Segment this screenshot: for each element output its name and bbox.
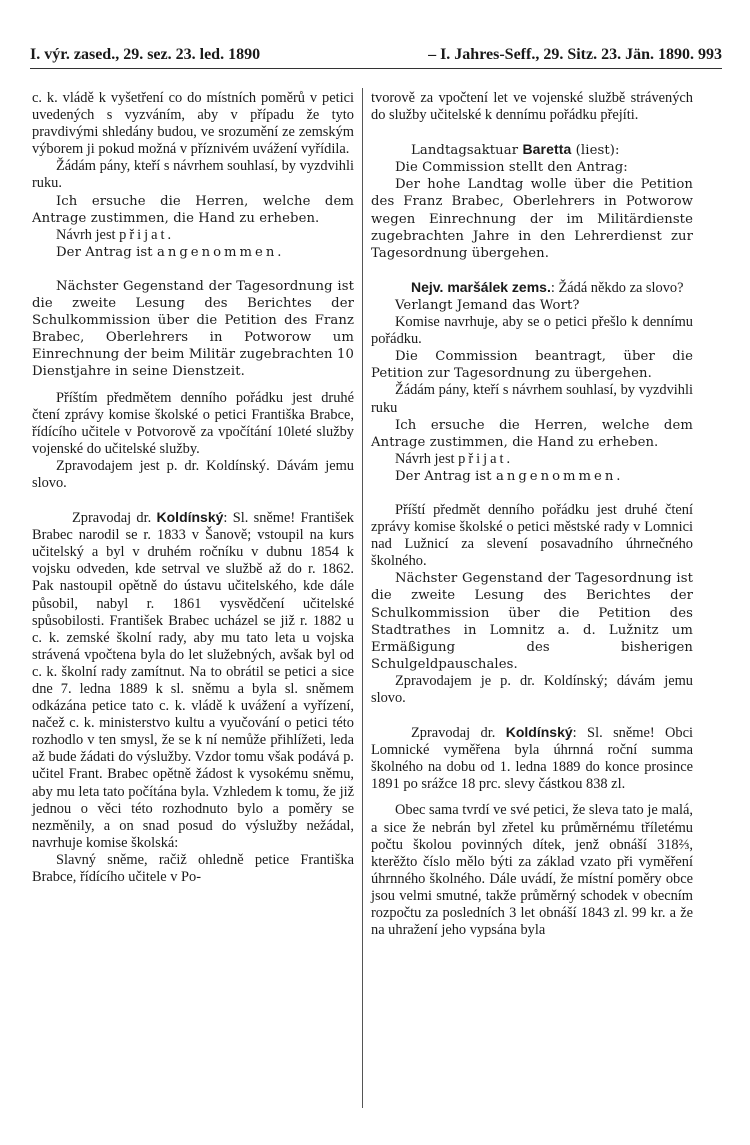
speech (371, 724, 693, 793)
speech-text: : Žádá někdo za slovo? (550, 279, 684, 296)
header-german-page-number: – I. Jahres-Seff., 29. Sitz. 23. Jän. 1890. 993 (428, 46, 722, 63)
paragraph-german: Nächster Gegenstand der Tagesordnung ist die zweite Lesung des Berichtes der Schulkommission über die Petition des Franz Brabec, Oberlehrers in Potworow um Einrechnung der beim Militär zugebrachten 10 Dienstjahre in seine Dienstzeit. (32, 278, 354, 380)
speaker-name: Nejv. maršálek zems. (411, 278, 551, 295)
left-column (32, 90, 354, 886)
right-column (371, 90, 693, 939)
paragraph: Žádám pány, kteří s návrhem souhlasí, by vyzdvihli ruku (371, 382, 693, 416)
speech-text: : Sl. sněme! Obci Lomnické vyměřena byla úhrnná roční summa školného na dobu od 1. ledna 1889 do konce prosince 1891 po srážce 18 prc. slevy částkou 838 zl. (371, 725, 694, 793)
result-text: Návrh jest (56, 226, 120, 243)
paragraph: Příštím předmětem denního pořádku jest druhé čtení zprávy komise školské o petici Františka Brabce, řídícího učitele v Potvorově za vpočítání 10leté služby vojenské do učitelské služby. (32, 389, 354, 457)
paragraph: Obec sama tvrdí ve své petici, že sleva tato je malá, a sice že nebrán byl zřetel ku průměrnému tříletému počtu školou povinných dítek, jenž obnáší 318⅔, kterěžto číslo mělo býti za základ vzato při vyměření úhrnného školného. Dále uvádí, že místní poměry obce jsou velmi smutné, takže průměrný schodek v obecním rozpočtu za posledních 3 let obnáší 1843 zl. 99 kr. a že na uhražení jeho vypsána byla (371, 802, 693, 939)
paragraph-german: Verlangt Jemand das Wort? (395, 297, 580, 313)
speech-text: (liest): (571, 143, 620, 159)
column-divider (362, 88, 363, 1108)
result-czech (371, 451, 693, 468)
result-word: angenommen. (495, 468, 624, 484)
page-header (30, 44, 722, 69)
speech-text: : Sl. sněme! František Brabec narodil se r. 1833 v Šanově; vstoupil na kurs učitelský a byl v druhém ročníku v dubnu 1854 k vojsku odveden, kde setrval ve službě až do r. 1862. Pak nastoupil opětně do ústavu učitelského, kde dále působil, nabyl r. 1861 vysvědčení učitelské spůsobilosti. František Brabec ucházel se již r. 1882 u c. k. zemské školní rady, aby mu tato leta u vojska strávená vpočtena byla do let služebných, avšak byl od c. k. školní rady zamítnut. Na to obrátil se petici a sice dne 7. ledna 1889 k sl. sněmu a byla sl. sněmem odkázána petice tato c. k. vládě k uvážení a vyřízení, načež c. k. ministerstvo kultu a vyučování o petici této rozhodlo v ten smysl, že se k ní nemůže přihlížeti, leda až bude žádati do výslužby. Vzdor tomu však podává p. učitel Frant. Brabec opětně žádost k vysokému sněmu, aby mu leta tato počítána byla. Vzhledem k tomu, že již jednou o věci této rozhodnuto bylo a poměry se nezměnily, a on snad posud do výslužby nežádal, navrhuje komise školská: (32, 510, 354, 851)
paragraph: Komise navrhuje, aby se o petici přešlo k dennímu pořádku. (371, 314, 693, 348)
speaker-title: Landtagsaktuar (411, 143, 523, 159)
result-word: přijat. (458, 450, 514, 467)
speaker-name: Koldínský (505, 724, 573, 741)
speaker-title: Zpravodaj dr. (72, 510, 157, 527)
paragraph-german: Nächster Gegenstand der Tagesordnung ist die zweite Lesung des Berichtes der Schulkommission über die Petition des Stadtrathes in Lomnitz a. d. Lužnitz um Ermäßigung des bisherigen Schulgeldpauschales. (371, 571, 693, 672)
paragraph-german: Die Commission stellt den Antrag: (395, 160, 628, 176)
speech (371, 279, 693, 297)
result-word: přijat. (119, 226, 175, 243)
result-czech (32, 227, 354, 244)
paragraph: tvorově za vpočtení let ve vojenské službě strávených do služby učitelské k dennímu pořádku přejíti. (371, 90, 693, 124)
paragraph-german: Der hohe Landtag wolle über die Petition des Franz Brabec, Oberlehrers in Potworow wegen Einrechnung der im Militärdienste zugebrachten Jahre in den Lehrerdienst zur Tagesordnung übergehen. (371, 177, 693, 261)
result-german (371, 468, 693, 485)
result-text: Návrh jest (395, 450, 459, 467)
paragraph: Zpravodajem je p. dr. Koldínský; dávám jemu slovo. (371, 672, 693, 706)
paragraph: Žádám pány, kteří s návrhem souhlasí, by vyzdvihli ruku. (32, 158, 354, 192)
result-text: Der Antrag ist (56, 244, 157, 260)
speech (371, 141, 693, 159)
speech (32, 509, 354, 852)
paragraph-german: Ich ersuche die Herren, welche dem Antrage zustimmen, die Hand zu erheben. (371, 417, 693, 450)
paragraph: Příští předmět denního pořádku jest druhé čtení zprávy komise školské o petici městské rady v Lomnici nad Lužnicí za slevení posavadního úhrnečného školného. (371, 501, 693, 570)
paragraph: Slavný sněme, račiž ohledně petice Františka Brabce, řídícího učitele v Po- (32, 851, 354, 886)
paragraph: c. k. vládě k vyšetření co do místních poměrů v petici uvedených s vyzváním, aby v případu že tyto pravdivými shledány budou, ve srozumění ze zemským výborem ji pokud možná v příznivém uvážení vyřídila. (32, 90, 354, 158)
result-german (32, 244, 354, 261)
header-czech: I. výr. zased., 29. sez. 23. led. 1890 (30, 46, 261, 63)
speaker-title: Zpravodaj dr. (411, 725, 506, 742)
paragraph: Zpravodajem jest p. dr. Koldínský. Dávám jemu slovo. (32, 457, 354, 491)
paragraph-german: Ich ersuche die Herren, welche dem Antrage zustimmen, die Hand zu erheben. (32, 193, 354, 226)
result-text: Der Antrag ist (395, 468, 496, 484)
speaker-name: Koldínský (156, 509, 224, 526)
result-word: angenommen. (156, 244, 285, 260)
paragraph-german: Die Commission beantragt, über die Petition zur Tagesordnung zu übergehen. (371, 349, 693, 382)
speaker-name: Baretta (522, 141, 572, 158)
